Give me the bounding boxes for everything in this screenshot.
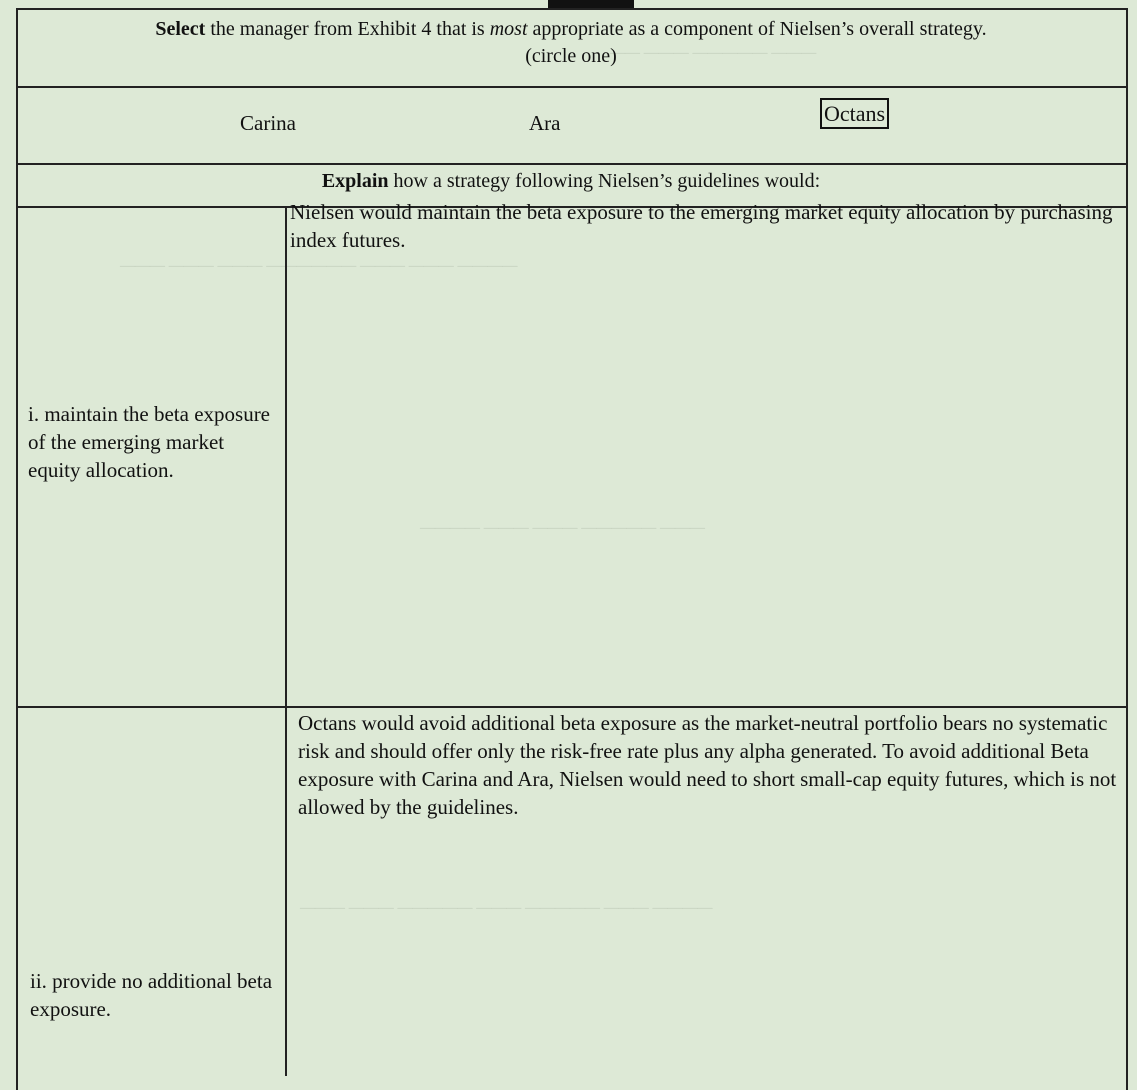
ghost-text: ———— ——— ————— ——— ————— ——— ——— [300,900,713,916]
question-italic: most [489,18,528,40]
item-ii-prompt: ii. provide no additional beta exposure. [30,969,273,1021]
choice-ara[interactable]: Ara [529,111,561,135]
choice-carina[interactable]: Carina [240,111,296,135]
choice-octans-selected[interactable]: Octans [820,98,889,129]
header-tab-mark [548,0,634,8]
item-i-answer: Nielsen would maintain the beta exposure to the emerging market equity allocation by purchasing index futures. [290,200,1113,252]
question-instruction: (circle one) [525,45,617,67]
item-i-prompt: i. maintain the beta exposure of the emerging market equity allocation. [28,402,271,482]
question-text-1: the manager from Exhibit 4 that is [205,18,490,40]
item-ii-answer: Octans would avoid additional beta exposure as the market-neutral portfolio bears no systematic risk and should offer only the risk-free rate plus any alpha generated. To avoid additional Beta exposure with Carina and Ara, Nielsen would need to short small-cap equity futures, which is not allowed by the guidelines. [298,711,1117,819]
rule [16,163,1126,165]
question-bold-verb: Select [155,18,206,40]
rule [16,706,1126,708]
question-text-2: appropriate as a component of Nielsen’s overall strategy. [527,18,987,40]
ghost-text: ———— ——— ——— —————— ——— ——— ——— [120,258,518,274]
question-prompt [16,16,1126,70]
ghost-text: ——— ————— ——— ——— ———— [420,520,705,536]
ghost-text: ——— ————— ——— —— [610,45,817,61]
explain-text: how a strategy following Nielsen’s guidelines would: [388,170,821,192]
column-divider [285,206,287,1076]
rule [16,86,1126,88]
explain-bold: Explain [321,170,389,192]
explain-heading [16,170,1126,193]
